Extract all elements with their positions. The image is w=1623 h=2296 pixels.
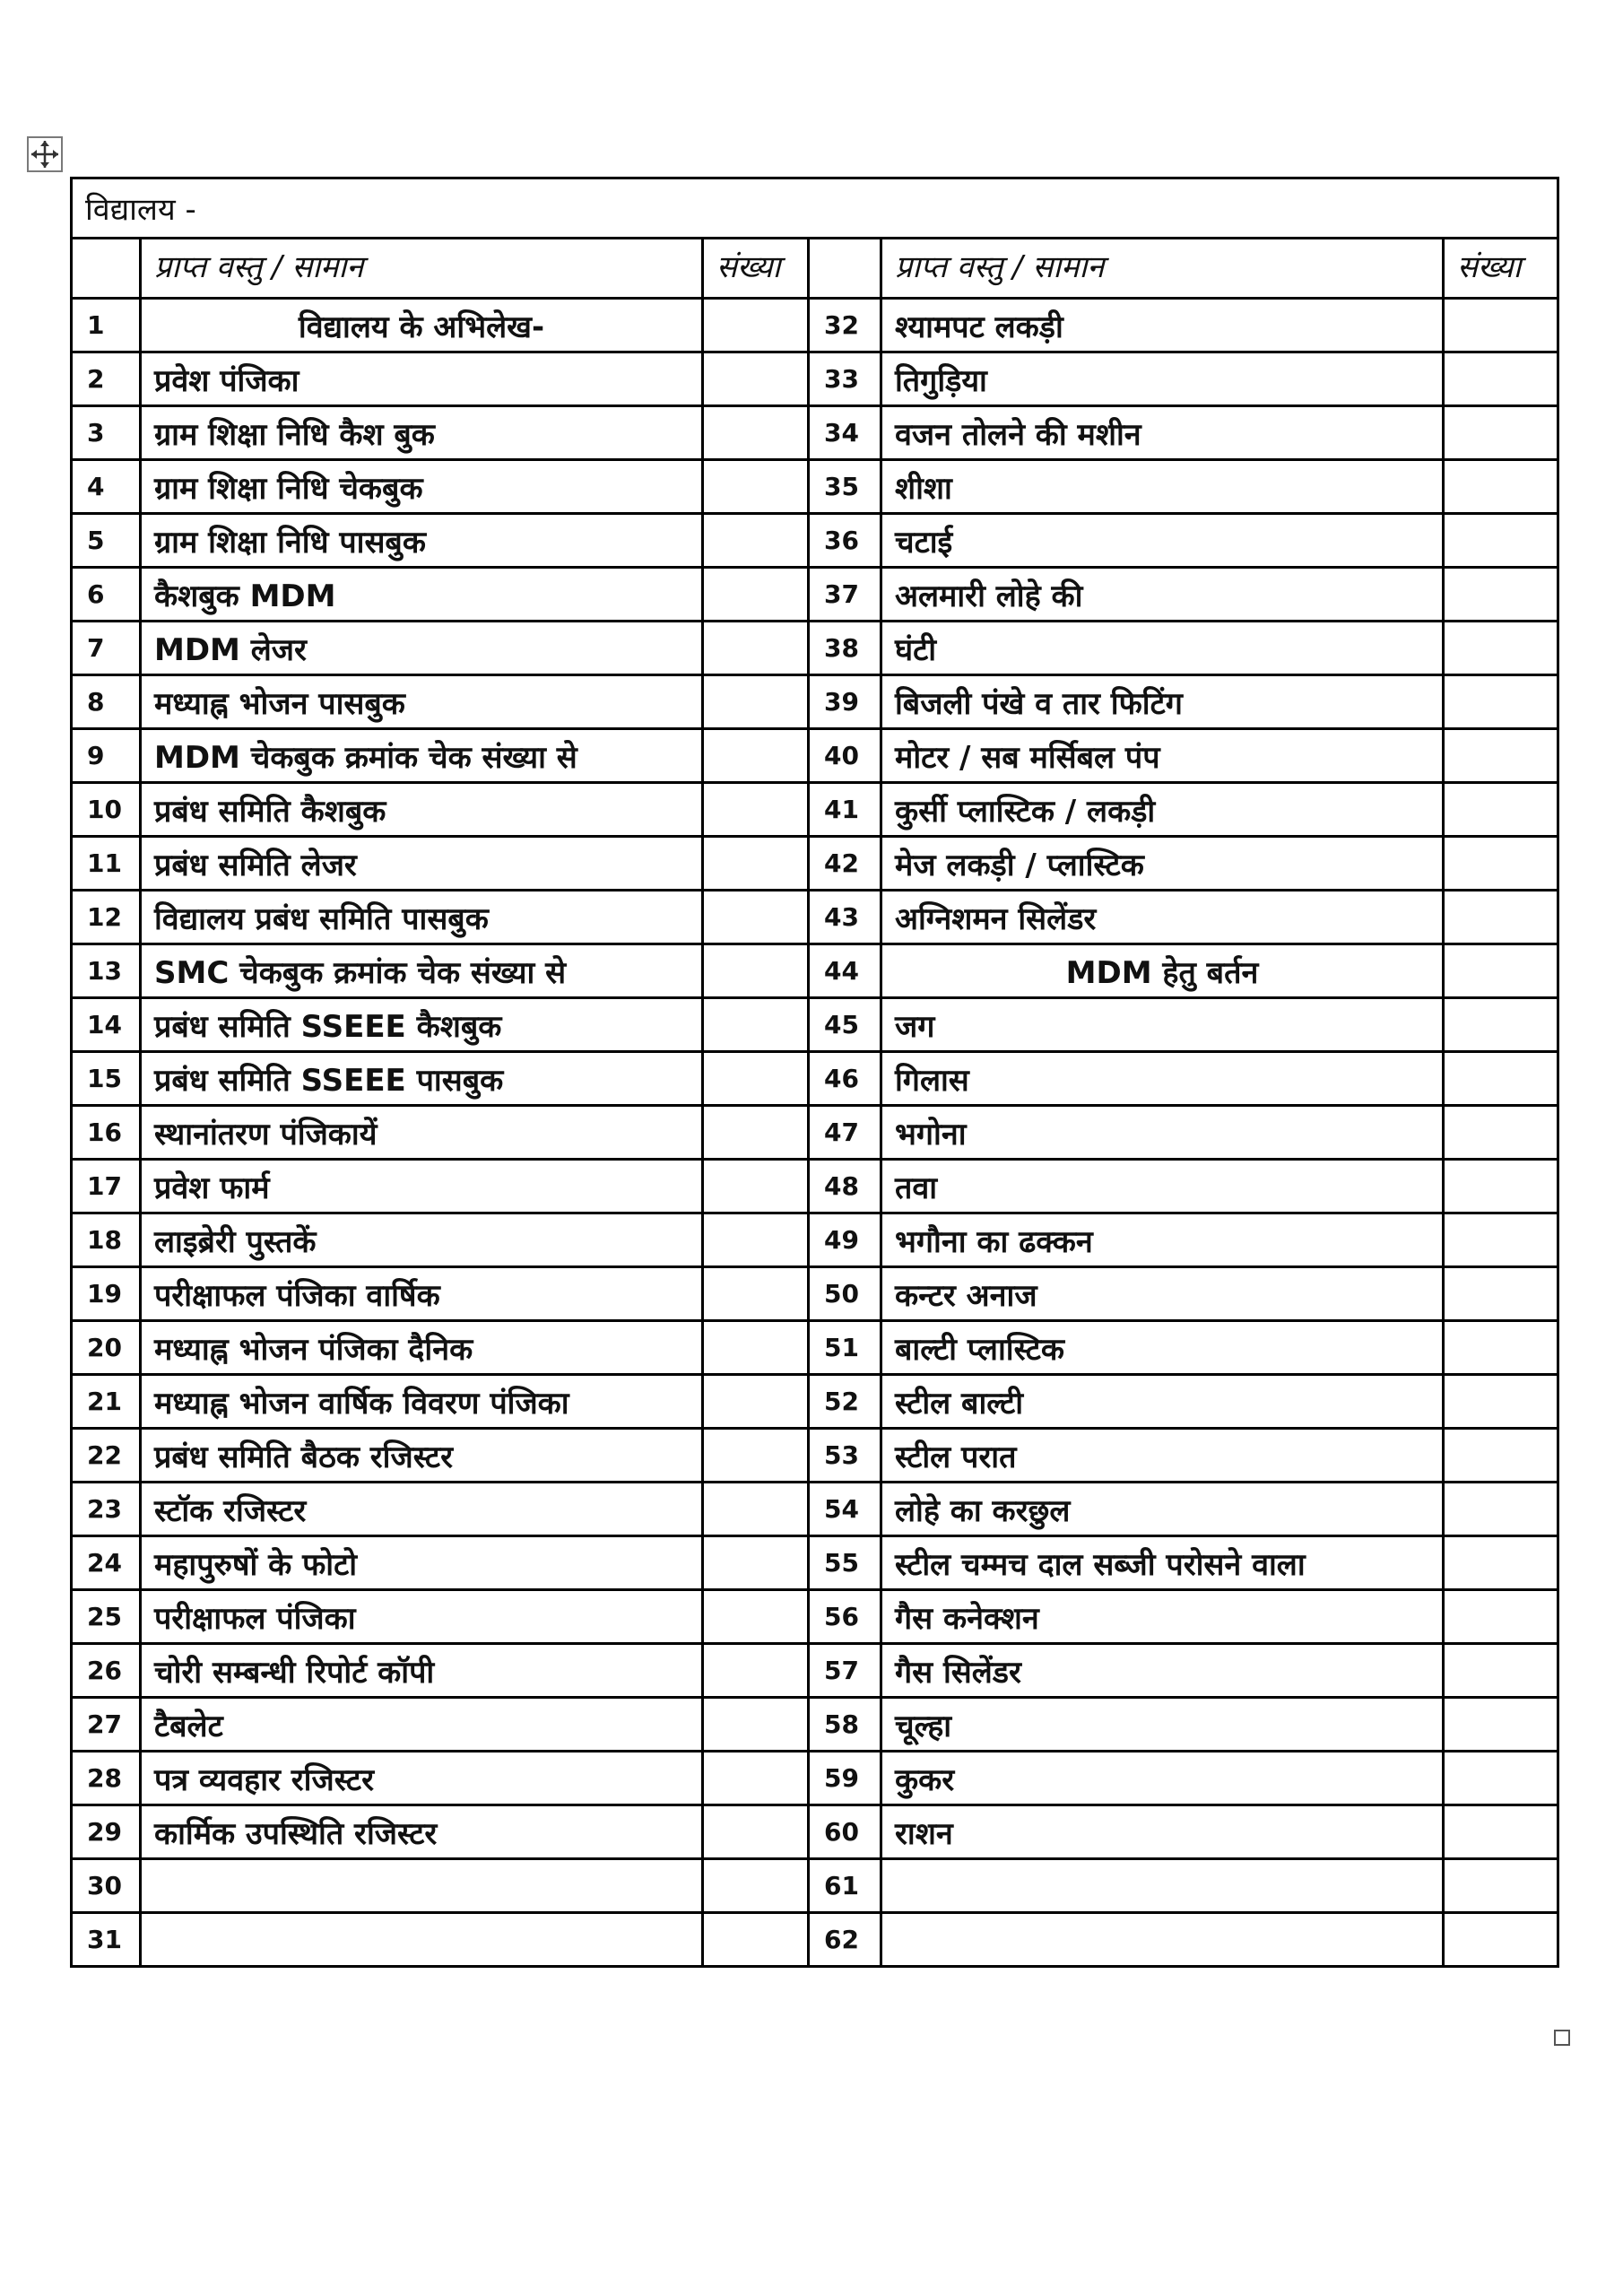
cell-serial-left: 16: [72, 1106, 141, 1160]
cell-item-right: [881, 1859, 1444, 1913]
cell-serial-left: 4: [72, 460, 141, 514]
cell-serial-right: 44: [809, 944, 881, 998]
cell-count-left[interactable]: [703, 1859, 809, 1913]
cell-count-left[interactable]: [703, 675, 809, 729]
cell-count-right[interactable]: [1444, 1536, 1558, 1590]
cell-count-left[interactable]: [703, 1160, 809, 1213]
table-row: [72, 675, 1558, 729]
cell-item-left: स्थानांतरण पंजिकायें: [141, 1106, 703, 1160]
cell-serial-right: 46: [809, 1052, 881, 1106]
cell-count-left[interactable]: [703, 1321, 809, 1375]
cell-serial-left: 29: [72, 1805, 141, 1859]
cell-count-right[interactable]: [1444, 568, 1558, 622]
cell-count-left[interactable]: [703, 1590, 809, 1644]
cell-item-right: गैस कनेक्शन: [881, 1590, 1444, 1644]
table-row: [72, 1106, 1558, 1160]
cell-item-left: प्रवेश पंजिका: [141, 352, 703, 406]
table-row: [72, 1805, 1558, 1859]
header-item-right: प्राप्त वस्तु / सामान: [881, 239, 1444, 299]
cell-item-left: स्टॉक रजिस्टर: [141, 1483, 703, 1536]
cell-serial-left: 25: [72, 1590, 141, 1644]
cell-count-left[interactable]: [703, 622, 809, 675]
cell-count-right[interactable]: [1444, 1160, 1558, 1213]
cell-item-right: गैस सिलेंडर: [881, 1644, 1444, 1698]
table-resize-handle[interactable]: [1554, 2030, 1570, 2046]
header-row: [72, 239, 1558, 299]
cell-item-right: चूल्हा: [881, 1698, 1444, 1752]
cell-serial-right: 62: [809, 1913, 881, 1967]
cell-count-right[interactable]: [1444, 1859, 1558, 1913]
cell-serial-left: 23: [72, 1483, 141, 1536]
cell-count-right[interactable]: [1444, 1483, 1558, 1536]
table-row: [72, 837, 1558, 891]
cell-item-left: प्रबंध समिति SSEEE पासबुक: [141, 1052, 703, 1106]
cell-count-right[interactable]: [1444, 1213, 1558, 1267]
cell-count-left[interactable]: [703, 1536, 809, 1590]
table-row: [72, 1160, 1558, 1213]
cell-item-left: मध्याह्न भोजन पासबुक: [141, 675, 703, 729]
cell-serial-left: 13: [72, 944, 141, 998]
cell-serial-right: 37: [809, 568, 881, 622]
cell-count-left[interactable]: [703, 1267, 809, 1321]
cell-serial-left: 21: [72, 1375, 141, 1429]
cell-serial-right: 58: [809, 1698, 881, 1752]
cell-serial-left: 26: [72, 1644, 141, 1698]
table-row: [72, 1267, 1558, 1321]
school-label: विद्यालय -: [72, 178, 1558, 239]
cell-item-right: घंटी: [881, 622, 1444, 675]
cell-serial-right: 36: [809, 514, 881, 568]
cell-serial-left: 17: [72, 1160, 141, 1213]
cell-item-right: शीशा: [881, 460, 1444, 514]
cell-item-right: अलमारी लोहे की: [881, 568, 1444, 622]
cell-serial-right: 54: [809, 1483, 881, 1536]
cell-count-right[interactable]: [1444, 837, 1558, 891]
cell-serial-right: 53: [809, 1429, 881, 1483]
table-row: [72, 406, 1558, 460]
cell-count-right[interactable]: [1444, 1698, 1558, 1752]
cell-serial-right: 49: [809, 1213, 881, 1267]
cell-item-right: लोहे का करछुल: [881, 1483, 1444, 1536]
cell-serial-left: 14: [72, 998, 141, 1052]
table-row: [72, 1644, 1558, 1698]
cell-item-right: भगौना का ढक्कन: [881, 1213, 1444, 1267]
cell-serial-right: 39: [809, 675, 881, 729]
cell-serial-right: 55: [809, 1536, 881, 1590]
cell-serial-right: 50: [809, 1267, 881, 1321]
cell-item-left: [141, 1913, 703, 1967]
cell-serial-left: 12: [72, 891, 141, 944]
cell-count-right[interactable]: [1444, 460, 1558, 514]
cell-count-right[interactable]: [1444, 1267, 1558, 1321]
table-row: [72, 1483, 1558, 1536]
cell-item-right: कुर्सी प्लास्टिक / लकड़ी: [881, 783, 1444, 837]
school-row: [72, 178, 1558, 239]
cell-serial-left: 24: [72, 1536, 141, 1590]
cell-count-right[interactable]: [1444, 299, 1558, 352]
cell-count-right[interactable]: [1444, 1913, 1558, 1967]
cell-count-right[interactable]: [1444, 998, 1558, 1052]
cell-serial-left: 15: [72, 1052, 141, 1106]
cell-count-right[interactable]: [1444, 1106, 1558, 1160]
cell-item-left: ग्राम शिक्षा निधि कैश बुक: [141, 406, 703, 460]
cell-serial-left: 9: [72, 729, 141, 783]
table-row: [72, 1321, 1558, 1375]
table-row: [72, 998, 1558, 1052]
cell-serial-left: 10: [72, 783, 141, 837]
cell-serial-left: 30: [72, 1859, 141, 1913]
table-row: [72, 568, 1558, 622]
cell-count-right[interactable]: [1444, 944, 1558, 998]
table-row: [72, 891, 1558, 944]
cell-serial-left: 6: [72, 568, 141, 622]
cell-serial-left: 5: [72, 514, 141, 568]
cell-item-left: परीक्षाफल पंजिका वार्षिक: [141, 1267, 703, 1321]
table-row: [72, 460, 1558, 514]
cell-count-left[interactable]: [703, 514, 809, 568]
cell-serial-right: 48: [809, 1160, 881, 1213]
cell-count-right[interactable]: [1444, 1805, 1558, 1859]
table-row: [72, 1752, 1558, 1805]
table-row: [72, 1913, 1558, 1967]
cell-item-right: भगोना: [881, 1106, 1444, 1160]
cell-item-left: कार्मिक उपस्थिति रजिस्टर: [141, 1805, 703, 1859]
cell-serial-right: 52: [809, 1375, 881, 1429]
cell-item-left: परीक्षाफल पंजिका: [141, 1590, 703, 1644]
cell-serial-right: 42: [809, 837, 881, 891]
cell-serial-right: 35: [809, 460, 881, 514]
cell-serial-right: 51: [809, 1321, 881, 1375]
cell-count-right[interactable]: [1444, 1321, 1558, 1375]
cell-item-right: कुकर: [881, 1752, 1444, 1805]
cell-item-right: [881, 1913, 1444, 1967]
cell-item-right: MDM हेतु बर्तन: [881, 944, 1444, 998]
cell-item-left: विद्यालय प्रबंध समिति पासबुक: [141, 891, 703, 944]
cell-count-right[interactable]: [1444, 514, 1558, 568]
cell-item-right: गिलास: [881, 1052, 1444, 1106]
cell-item-right: अग्निशमन सिलेंडर: [881, 891, 1444, 944]
cell-serial-right: 41: [809, 783, 881, 837]
cell-item-right: कन्टर अनाज: [881, 1267, 1444, 1321]
cell-count-left[interactable]: [703, 1213, 809, 1267]
cell-count-left[interactable]: [703, 568, 809, 622]
cell-count-left[interactable]: [703, 299, 809, 352]
cell-item-right: श्यामपट लकड़ी: [881, 299, 1444, 352]
table-row: [72, 783, 1558, 837]
cell-item-right: राशन: [881, 1805, 1444, 1859]
cell-count-left[interactable]: [703, 1698, 809, 1752]
cell-count-right[interactable]: [1444, 891, 1558, 944]
cell-count-left[interactable]: [703, 460, 809, 514]
cell-item-left: मध्याह्न भोजन पंजिका दैनिक: [141, 1321, 703, 1375]
cell-count-right[interactable]: [1444, 1052, 1558, 1106]
cell-item-left: टैबलेट: [141, 1698, 703, 1752]
table-row: [72, 1375, 1558, 1429]
cell-serial-left: 22: [72, 1429, 141, 1483]
table-row: [72, 1698, 1558, 1752]
cell-item-right: चटाई: [881, 514, 1444, 568]
table-row: [72, 352, 1558, 406]
cell-count-left[interactable]: [703, 1913, 809, 1967]
table-row: [72, 1429, 1558, 1483]
header-count-left: संख्या: [703, 239, 809, 299]
cell-serial-left: 19: [72, 1267, 141, 1321]
cell-count-left[interactable]: [703, 1052, 809, 1106]
cell-serial-right: 34: [809, 406, 881, 460]
cell-item-left: प्रबंध समिति बैठक रजिस्टर: [141, 1429, 703, 1483]
cell-item-left: महापुरुषों के फोटो: [141, 1536, 703, 1590]
cell-count-right[interactable]: [1444, 1429, 1558, 1483]
cell-serial-right: 32: [809, 299, 881, 352]
cell-item-left: ग्राम शिक्षा निधि चेकबुक: [141, 460, 703, 514]
cell-count-right[interactable]: [1444, 1375, 1558, 1429]
cell-count-right[interactable]: [1444, 1752, 1558, 1805]
cell-serial-left: 11: [72, 837, 141, 891]
cell-item-left: कैशबुक MDM: [141, 568, 703, 622]
table-row: [72, 1859, 1558, 1913]
cell-item-right: बाल्टी प्लास्टिक: [881, 1321, 1444, 1375]
cell-item-left: लाइब्रेरी पुस्तकें: [141, 1213, 703, 1267]
cell-count-right[interactable]: [1444, 729, 1558, 783]
cell-serial-right: 45: [809, 998, 881, 1052]
table-move-handle[interactable]: [27, 136, 63, 172]
cell-serial-right: 56: [809, 1590, 881, 1644]
table-row: [72, 299, 1558, 352]
header-count-right: संख्या: [1444, 239, 1558, 299]
cell-serial-right: 59: [809, 1752, 881, 1805]
cell-item-left: प्रवेश फार्म: [141, 1160, 703, 1213]
cell-item-left: MDM लेजर: [141, 622, 703, 675]
cell-count-left[interactable]: [703, 1483, 809, 1536]
cell-count-left[interactable]: [703, 1644, 809, 1698]
cell-item-right: तिगुड़िया: [881, 352, 1444, 406]
cell-count-left[interactable]: [703, 729, 809, 783]
table-row: [72, 622, 1558, 675]
cell-serial-right: 47: [809, 1106, 881, 1160]
cell-item-right: स्टील परात: [881, 1429, 1444, 1483]
cell-count-left[interactable]: [703, 352, 809, 406]
cell-serial-right: 57: [809, 1644, 881, 1698]
cell-item-right: वजन तोलने की मशीन: [881, 406, 1444, 460]
cell-item-left: मध्याह्न भोजन वार्षिक विवरण पंजिका: [141, 1375, 703, 1429]
cell-count-right[interactable]: [1444, 1590, 1558, 1644]
cell-item-right: स्टील बाल्टी: [881, 1375, 1444, 1429]
header-serial-right: [809, 239, 881, 299]
cell-count-left[interactable]: [703, 1429, 809, 1483]
cell-item-right: तवा: [881, 1160, 1444, 1213]
cell-count-left[interactable]: [703, 1752, 809, 1805]
cell-item-left: पत्र व्यवहार रजिस्टर: [141, 1752, 703, 1805]
cell-item-left: MDM चेकबुक क्रमांक चेक संख्या से: [141, 729, 703, 783]
cell-count-left[interactable]: [703, 1106, 809, 1160]
cell-item-right: मोटर / सब मर्सिबल पंप: [881, 729, 1444, 783]
cell-count-left[interactable]: [703, 1375, 809, 1429]
header-item-left: प्राप्त वस्तु / सामान: [141, 239, 703, 299]
table-row: [72, 729, 1558, 783]
cell-serial-left: 28: [72, 1752, 141, 1805]
cell-item-left: विद्यालय के अभिलेख-: [141, 299, 703, 352]
cell-count-left[interactable]: [703, 944, 809, 998]
cell-count-left[interactable]: [703, 783, 809, 837]
cell-count-right[interactable]: [1444, 352, 1558, 406]
cell-serial-right: 43: [809, 891, 881, 944]
cell-serial-left: 1: [72, 299, 141, 352]
table-row: [72, 1213, 1558, 1267]
cell-serial-left: 20: [72, 1321, 141, 1375]
cell-item-left: चोरी सम्बन्धी रिपोर्ट कॉपी: [141, 1644, 703, 1698]
cell-item-left: प्रबंध समिति लेजर: [141, 837, 703, 891]
cell-count-left[interactable]: [703, 998, 809, 1052]
cell-count-left[interactable]: [703, 1805, 809, 1859]
cell-serial-left: 18: [72, 1213, 141, 1267]
cell-serial-right: 33: [809, 352, 881, 406]
inventory-table: [70, 177, 1559, 1968]
cell-item-right: बिजली पंखे व तार फिटिंग: [881, 675, 1444, 729]
cell-serial-left: 8: [72, 675, 141, 729]
cell-item-left: SMC चेकबुक क्रमांक चेक संख्या से: [141, 944, 703, 998]
cell-item-left: [141, 1859, 703, 1913]
table-row: [72, 1052, 1558, 1106]
cell-item-left: ग्राम शिक्षा निधि पासबुक: [141, 514, 703, 568]
cell-serial-right: 38: [809, 622, 881, 675]
cell-count-left[interactable]: [703, 837, 809, 891]
cell-serial-right: 61: [809, 1859, 881, 1913]
header-serial-left: [72, 239, 141, 299]
cell-serial-left: 27: [72, 1698, 141, 1752]
cell-item-right: जग: [881, 998, 1444, 1052]
table-row: [72, 1590, 1558, 1644]
table-row: [72, 1536, 1558, 1590]
cell-count-right[interactable]: [1444, 675, 1558, 729]
cell-serial-left: 7: [72, 622, 141, 675]
cell-serial-left: 31: [72, 1913, 141, 1967]
cell-serial-left: 2: [72, 352, 141, 406]
cell-serial-right: 40: [809, 729, 881, 783]
cell-count-left[interactable]: [703, 891, 809, 944]
cell-item-left: प्रबंध समिति कैशबुक: [141, 783, 703, 837]
cell-count-right[interactable]: [1444, 622, 1558, 675]
table-row: [72, 514, 1558, 568]
cell-count-right[interactable]: [1444, 1644, 1558, 1698]
table-row: [72, 944, 1558, 998]
cell-serial-right: 60: [809, 1805, 881, 1859]
cell-item-right: मेज लकड़ी / प्लास्टिक: [881, 837, 1444, 891]
cell-item-right: स्टील चम्मच दाल सब्जी परोसने वाला: [881, 1536, 1444, 1590]
cell-count-right[interactable]: [1444, 406, 1558, 460]
cell-count-right[interactable]: [1444, 783, 1558, 837]
cell-item-left: प्रबंध समिति SSEEE कैशबुक: [141, 998, 703, 1052]
cell-serial-left: 3: [72, 406, 141, 460]
cell-count-left[interactable]: [703, 406, 809, 460]
move-arrows-icon: [29, 138, 61, 170]
